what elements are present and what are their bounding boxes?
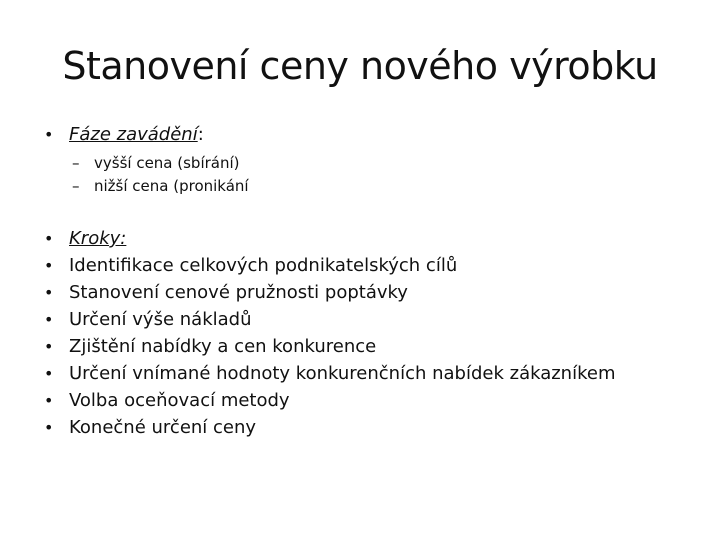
steps-heading: Kroky: (69, 228, 127, 249)
step-item (44, 282, 616, 309)
phase-section (44, 124, 249, 200)
step-item-text: Stanovení cenové pružnosti poptávky (69, 282, 408, 303)
step-item-text: Zjištění nabídky a cen konkurence (69, 336, 377, 357)
step-item (44, 309, 616, 336)
steps-section (44, 228, 616, 444)
bullet-icon: • (44, 229, 54, 248)
step-item-text: Určení výše nákladů (69, 309, 252, 330)
step-item-text: Identifikace celkových podnikatelských cílů (69, 255, 458, 276)
phase-heading-colon: : (197, 124, 204, 145)
step-item (44, 363, 616, 390)
dash-icon: – (72, 154, 80, 172)
phase-sub-item (72, 154, 249, 177)
phase-heading: Fáze zavádění (69, 124, 198, 145)
bullet-icon: • (44, 283, 54, 302)
bullet-icon: • (44, 418, 54, 437)
phase-sub-item (72, 177, 249, 200)
step-item (44, 255, 616, 282)
bullet-icon: • (44, 391, 54, 410)
step-item-text: Určení vnímané hodnoty konkurenčních nabídek zákazníkem (69, 363, 616, 384)
step-item (44, 336, 616, 363)
phase-heading-item (44, 124, 249, 200)
bullet-icon: • (44, 337, 54, 356)
steps-heading-item (44, 228, 616, 255)
step-item (44, 417, 616, 444)
step-item-text: Volba oceňovací metody (69, 390, 290, 411)
step-item-text: Konečné určení ceny (69, 417, 257, 438)
step-item (44, 390, 616, 417)
slide-title: Stanovení ceny nového výrobku (62, 44, 658, 88)
phase-sub-item-text: nižší cena (pronikání (94, 177, 249, 195)
phase-sub-item-text: vyšší cena (sbírání) (94, 154, 240, 172)
dash-icon: – (72, 177, 80, 195)
bullet-icon: • (44, 310, 54, 329)
bullet-icon: • (44, 364, 54, 383)
bullet-icon: • (44, 256, 54, 275)
bullet-icon: • (44, 125, 54, 144)
phase-sub-list (44, 154, 249, 200)
